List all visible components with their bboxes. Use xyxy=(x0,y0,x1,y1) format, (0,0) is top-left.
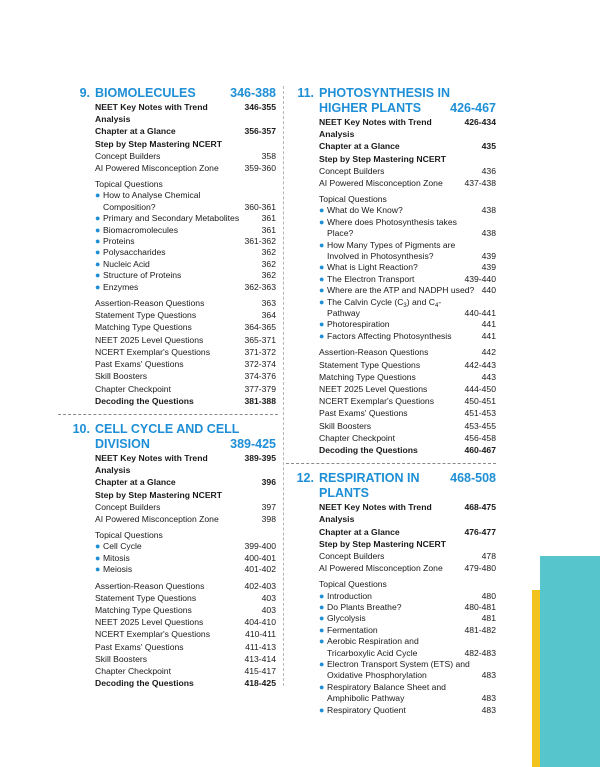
toc-topic[interactable]: ● Mitosis 400-401 xyxy=(95,552,276,563)
bullet-icon: ● xyxy=(319,319,325,330)
bullet-icon: ● xyxy=(95,258,101,269)
toc-topic[interactable]: ● Polysaccharides 362 xyxy=(95,247,276,258)
chapter-title: RESPIRATION IN PLANTS xyxy=(319,471,420,501)
bullet-icon: ● xyxy=(319,613,325,624)
chapter-12-entries xyxy=(319,501,496,716)
toc-topic[interactable]: ● Photorespiration 441 xyxy=(319,319,496,330)
toc-entry[interactable]: NEET 2025 Level Questions 404-410 xyxy=(95,617,276,628)
toc-left-column xyxy=(66,86,276,689)
toc-entry[interactable]: Chapter at a Glance 476-477 xyxy=(319,526,496,537)
toc-topic[interactable]: ● Respiratory Balance Sheet and Amphibolic Pathway 483 xyxy=(319,681,496,704)
toc-entry[interactable]: Decoding the Questions 381-388 xyxy=(95,395,276,406)
toc-entry[interactable]: Concept Builders 358 xyxy=(95,150,276,161)
bullet-icon: ● xyxy=(95,281,101,292)
chapter-title-line-1: CELL CYCLE AND CELL xyxy=(95,421,240,436)
toc-entry[interactable]: NEET Key Notes with Trend Analysis 468-475 xyxy=(319,502,496,525)
toc-topic[interactable]: ● Do Plants Breathe? 480-481 xyxy=(319,601,496,612)
toc-entry[interactable]: Past Exams' Questions 372-374 xyxy=(95,359,276,370)
toc-entry[interactable]: AI Powered Misconception Zone 437-438 xyxy=(319,178,496,189)
chapter-12-heading[interactable] xyxy=(290,471,496,501)
toc-topic[interactable]: ● Introduction 480 xyxy=(319,590,496,601)
toc-topic[interactable]: ● Electron Transport System (ETS) and Oxidative Phosphorylation 483 xyxy=(319,658,496,681)
toc-entry[interactable]: Chapter at a Glance 356-357 xyxy=(95,126,276,137)
toc-topic[interactable]: ● Nucleic Acid 362 xyxy=(95,258,276,269)
toc-topic[interactable]: ● Primary and Secondary Metabolites 361 xyxy=(95,213,276,224)
toc-topic[interactable]: ● Proteins 361-362 xyxy=(95,236,276,247)
toc-topic[interactable]: ● The Electron Transport 439-440 xyxy=(319,273,496,284)
toc-topic[interactable]: ● The Calvin Cycle $(C_3)$ and $C_4$-Pathway 440-441 xyxy=(319,296,496,319)
toc-entry[interactable]: Assertion-Reason Questions 442 xyxy=(319,347,496,358)
toc-entry[interactable]: NEET 2025 Level Questions 444-450 xyxy=(319,383,496,394)
toc-entry[interactable]: Decoding the Questions 418-425 xyxy=(95,678,276,689)
toc-entry[interactable]: NCERT Exemplar's Questions 450-451 xyxy=(319,396,496,407)
chapter-pages: 468-508 xyxy=(450,471,496,486)
bullet-icon: ● xyxy=(319,330,325,341)
section-divider xyxy=(58,414,278,415)
bullet-icon: ● xyxy=(319,273,325,284)
toc-topic[interactable]: ● Aerobic Respiration and Tricarboxylic Acid Cycle 482-483 xyxy=(319,636,496,658)
toc-topic[interactable]: ● What do We Know? 438 xyxy=(319,205,496,216)
toc-section-label: Step by Step Mastering NCERT xyxy=(95,489,223,500)
toc-entry[interactable]: Concept Builders 397 xyxy=(95,501,276,512)
toc-entry[interactable]: Chapter Checkpoint 377-379 xyxy=(95,383,276,394)
chapter-10-entries xyxy=(95,452,276,689)
chapter-number: 11. xyxy=(297,86,314,100)
toc-entry[interactable]: Chapter at a Glance 435 xyxy=(319,141,496,152)
toc-entry[interactable]: Skill Boosters 453-455 xyxy=(319,420,496,431)
chapter-number: 10. xyxy=(72,421,90,436)
toc-section-label: Topical Questions xyxy=(319,194,387,205)
toc-entry[interactable]: Statement Type Questions 364 xyxy=(95,310,276,321)
bullet-icon: ● xyxy=(319,239,325,250)
bullet-icon: ● xyxy=(319,216,325,227)
section-divider xyxy=(286,463,496,464)
toc-entry[interactable]: AI Powered Misconception Zone 398 xyxy=(95,513,276,524)
chapter-number: 9. xyxy=(79,86,90,100)
toc-entry[interactable]: Past Exams' Questions 411-413 xyxy=(95,641,276,652)
toc-section-label: Topical Questions xyxy=(319,579,387,590)
toc-entry[interactable]: AI Powered Misconception Zone 479-480 xyxy=(319,563,496,574)
toc-entry[interactable]: NEET Key Notes with Trend Analysis 426-434 xyxy=(319,117,496,140)
bullet-icon: ● xyxy=(95,213,101,224)
bullet-icon: ● xyxy=(95,190,101,201)
bullet-icon: ● xyxy=(319,704,325,715)
toc-entry[interactable]: AI Powered Misconception Zone 359-360 xyxy=(95,163,276,174)
chapter-pages: 389-425 xyxy=(230,436,276,451)
bullet-icon: ● xyxy=(319,658,325,669)
chapter-title: BIOMOLECULES xyxy=(95,86,196,100)
bullet-icon: ● xyxy=(95,541,101,552)
toc-entry[interactable]: Past Exams' Questions 451-453 xyxy=(319,408,496,419)
bullet-icon: ● xyxy=(319,262,325,273)
toc-entry[interactable]: Concept Builders 436 xyxy=(319,165,496,176)
chapter-title-line-2: DIVISION xyxy=(95,436,150,451)
bullet-icon: ● xyxy=(319,681,325,692)
chapter-pages: 346-388 xyxy=(230,86,276,100)
calvin-cycle-label: The Calvin Cycle $(C_3)$ and $C_4$-Pathway xyxy=(327,296,442,319)
toc-entry[interactable]: NEET Key Notes with Trend Analysis 346-355 xyxy=(95,102,276,125)
toc-entry[interactable]: Matching Type Questions 364-365 xyxy=(95,322,276,333)
toc-right-column xyxy=(290,86,496,716)
bullet-icon: ● xyxy=(319,205,325,216)
toc-entry[interactable]: Matching Type Questions 403 xyxy=(95,604,276,615)
bullet-icon: ● xyxy=(319,296,325,307)
chapter-10-heading[interactable] xyxy=(66,422,276,452)
chapter-pages: 426-467 xyxy=(450,101,496,115)
toc-entry[interactable]: Matching Type Questions 443 xyxy=(319,371,496,382)
toc-topic[interactable]: ● How Many Types of Pigments are Involved in Photosynthesis? 439 xyxy=(319,239,496,262)
bullet-icon: ● xyxy=(319,624,325,635)
toc-topic[interactable]: ● How to Analyse Chemical Composition? 360-361 xyxy=(95,190,276,212)
toc-topic[interactable]: ● Respiratory Quotient 483 xyxy=(319,704,496,715)
toc-entry[interactable]: NEET Key Notes with Trend Analysis 389-395 xyxy=(95,452,276,476)
toc-entry[interactable]: Chapter Checkpoint 415-417 xyxy=(95,665,276,676)
toc-entry[interactable]: Skill Boosters 413-414 xyxy=(95,653,276,664)
toc-topic[interactable]: ● Where are the ATP and NADPH used? 440 xyxy=(319,285,496,296)
toc-section-label: Topical Questions xyxy=(95,530,163,541)
bullet-icon: ● xyxy=(319,590,325,601)
bullet-icon: ● xyxy=(95,270,101,281)
toc-topic[interactable]: ● What is Light Reaction? 439 xyxy=(319,262,496,273)
toc-section-label: Step by Step Mastering NCERT xyxy=(319,538,447,549)
chapter-title-line-1: PHOTOSYNTHESIS IN xyxy=(319,86,451,100)
toc-topic[interactable]: ● Structure of Proteins 362 xyxy=(95,270,276,281)
toc-entry[interactable]: Chapter Checkpoint 456-458 xyxy=(319,432,496,443)
chapter-number: 12. xyxy=(296,471,314,486)
toc-entry[interactable]: Assertion-Reason Questions 402-403 xyxy=(95,580,276,591)
chapter-title-line-2: HIGHER PLANTS xyxy=(319,101,422,115)
bullet-icon: ● xyxy=(95,552,101,563)
toc-section-label: Topical Questions xyxy=(95,179,163,190)
chapter-9-entries xyxy=(95,101,276,407)
toc-entry[interactable]: Chapter at a Glance 396 xyxy=(95,477,276,488)
chapter-9-heading[interactable] xyxy=(66,86,276,101)
toc-topic[interactable]: ● Cell Cycle 399-400 xyxy=(95,541,276,552)
toc-topic[interactable]: ● Glycolysis 481 xyxy=(319,613,496,624)
toc-entry[interactable]: Decoding the Questions 460-467 xyxy=(319,444,496,455)
toc-section-label: Step by Step Mastering NCERT xyxy=(319,153,447,164)
bullet-icon: ● xyxy=(95,564,101,575)
chapter-11-heading[interactable] xyxy=(290,86,496,116)
toc-entry[interactable]: Assertion-Reason Questions 363 xyxy=(95,298,276,309)
chapter-11-entries xyxy=(319,116,496,456)
toc-topic[interactable]: ● Fermentation 481-482 xyxy=(319,624,496,635)
bullet-icon: ● xyxy=(319,285,325,296)
bullet-icon: ● xyxy=(319,601,325,612)
bullet-icon: ● xyxy=(95,224,101,235)
toc-section-label: Step by Step Mastering NCERT xyxy=(95,138,223,149)
toc-topic[interactable]: ● Factors Affecting Photosynthesis 441 xyxy=(319,330,496,341)
toc-entry[interactable]: Concept Builders 478 xyxy=(319,550,496,561)
toc-entry[interactable]: NEET 2025 Level Questions 365-371 xyxy=(95,334,276,345)
toc-entry[interactable]: Skill Boosters 374-376 xyxy=(95,371,276,382)
bullet-icon: ● xyxy=(95,236,101,247)
toc-entry[interactable]: NCERT Exemplar's Questions 410-411 xyxy=(95,629,276,640)
toc-entry[interactable]: Statement Type Questions 403 xyxy=(95,592,276,603)
toc-entry[interactable]: NCERT Exemplar's Questions 371-372 xyxy=(95,346,276,357)
bullet-icon: ● xyxy=(319,636,325,647)
toc-topic[interactable]: ● Biomacromolecules 361 xyxy=(95,224,276,235)
toc-topic[interactable]: ● Meiosis 401-402 xyxy=(95,564,276,575)
toc-topic[interactable]: ● Where does Photosynthesis takes Place? 438 xyxy=(319,216,496,239)
bullet-icon: ● xyxy=(95,247,101,258)
decorative-yellow-bar xyxy=(532,590,540,767)
toc-topic[interactable]: ● Enzymes 362-363 xyxy=(95,281,276,292)
toc-entry[interactable]: Statement Type Questions 442-443 xyxy=(319,359,496,370)
column-divider xyxy=(283,86,284,686)
decorative-teal-bar xyxy=(540,556,600,767)
